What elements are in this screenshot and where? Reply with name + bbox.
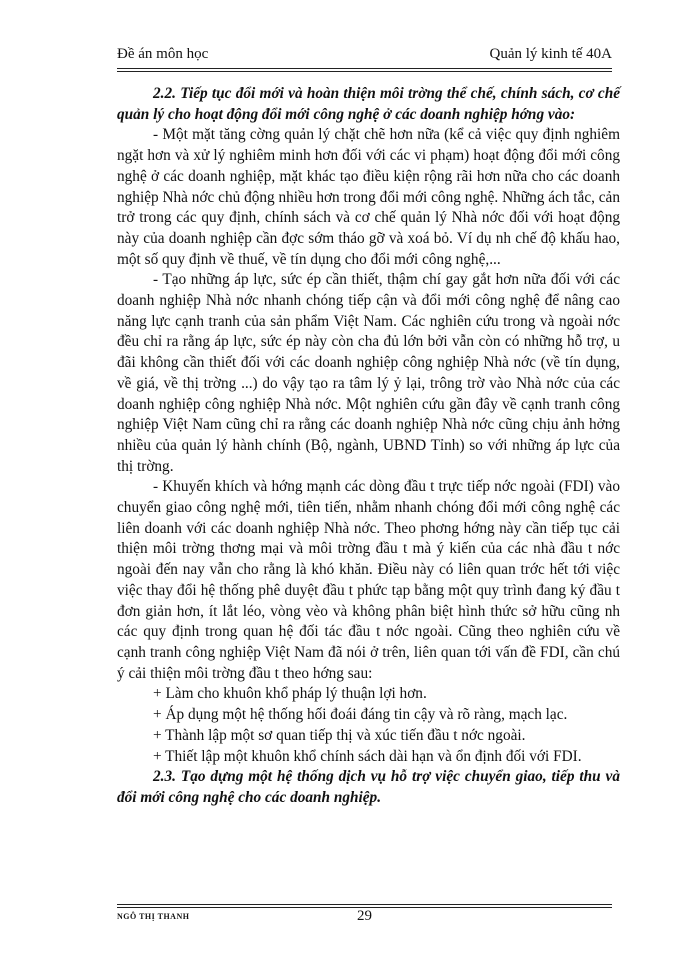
paragraph-pressure: - Tạo những áp lực, sức ép cần thiết, thậm chí gay gắt hơn nữa đối với các doanh nghiệp Nhà nớc nhanh chóng tiếp cận và đổi mới công nghệ để nâng cao năng lực cạnh tranh của sản phẩm Việt Nam. Các nghiên cứu trong và ngoài nớc đều chỉ ra rằng áp lực, sức ép này còn cha đủ lớn bởi vẫn còn có những hỗ trợ, u đãi không cần thiết đối với các doanh nghiệp công nghiệp Nhà nớc (về tín dụng, về giá, về thị trờng ...) do vậy tạo ra tâm lý ỷ lại, trông trờ vào Nhà nớc của các doanh nghiệp công nghiệp Nhà nớc. Một nghiên cứu gần đây về cạnh tranh công nghiệp Việt Nam cũng chỉ ra rằng các doanh nghiệp Nhà nớc cũng chịu ảnh hởng nhiều của quản lý hành chính (Bộ, ngành, UBND Tỉnh) so với những áp lực của thị trờng. [117, 271, 620, 475]
section-heading-2-2: 2.2. Tiếp tục đổi mới và hoàn thiện môi trờng thể chế, chính sách, cơ chế quản lý cho hoạt động đổi mới công nghệ ở các doanh nghiệp hớng vào: [117, 85, 620, 123]
bullet-item: + Thiết lập một khuôn khổ chính sách dài hạn và ổn định đối với FDI. [153, 747, 582, 765]
bullet-item: + Làm cho khuôn khổ pháp lý thuận lợi hơn. [153, 685, 427, 703]
page-number: 29 [357, 908, 372, 924]
page-footer [117, 906, 612, 928]
footer-rule-top [117, 904, 612, 905]
header-rule-bottom [117, 71, 612, 72]
paragraph-management: - Một mặt tăng cờng quản lý chặt chẽ hơn nữa (kể cả việc quy định nghiêm ngặt hơn và xử lý nghiêm minh hơn đối với các vi phạm) hoạt động đổi mới công nghệ ở các doanh nghiệp, mặt khác tạo điều kiện rộng rãi hơn nữa cho các doanh nghiệp Nhà nớc chủ động nhiều hơn trong đổi mới công nghệ. Những ách tắc, cản trở trong các quy định, chính sách và cơ chế quản lý Nhà nớc đối với hoạt động này của doanh nghiệp cần đợc sớm tháo gỡ và xoá bỏ. Ví dụ nh chế độ khấu hao, một số quy định về thuế, về tín dụng cho đổi mới công nghệ,... [117, 126, 620, 268]
page-header [117, 46, 612, 68]
document-body [117, 84, 620, 809]
header-course-title: Đề án môn học [117, 46, 209, 62]
header-rule-top [117, 68, 612, 69]
paragraph-fdi: - Khuyến khích và hớng mạnh các dòng đầu t trực tiếp nớc ngoài (FDI) vào chuyển giao công nghệ mới, tiên tiến, nhằm nhanh chóng đổi mới công nghệ các liên doanh với các doanh nghiệp Nhà nớc. Theo phơng hớng này cần tiếp tục cải thiện môi trờng thơng mại và môi trờng đầu t mà ý kiến của các nhà đầu t nớc ngoài đến nay vẫn cho rằng là khó khăn. Điều này có liên quan trớc hết tới việc việc thay đổi hệ thống phê duyệt đầu t phức tạp bằng một quy trình đang ký đầu t đơn giản hơn, ít lắt léo, vòng vèo và không phân biệt hình thức sở hữu cũng nh các quy định trong quan hệ đối tác đầu t nớc ngoài. Cũng theo nghiên cứu về cạnh tranh công nghiệp Việt Nam đã nói ở trên, liên quan tới vấn đề FDI, cần chú ý cải thiện môi trờng đầu t theo hớng sau: [117, 478, 620, 682]
footer-author: NGÔ THỊ THANH [117, 912, 190, 921]
bullet-item: + Thành lập một sơ quan tiếp thị và xúc tiến đầu t nớc ngoài. [153, 726, 526, 744]
section-heading-2-3: 2.3. Tạo dựng một hệ thống dịch vụ hỗ trợ việc chuyển giao, tiếp thu và đổi mới công nghệ cho các doanh nghiệp. [117, 768, 620, 806]
bullet-item: + Áp dụng một hệ thống hối đoái đáng tin cậy và rõ ràng, mạch lạc. [153, 706, 568, 724]
header-class-name: Quản lý kinh tế 40A [489, 46, 612, 62]
